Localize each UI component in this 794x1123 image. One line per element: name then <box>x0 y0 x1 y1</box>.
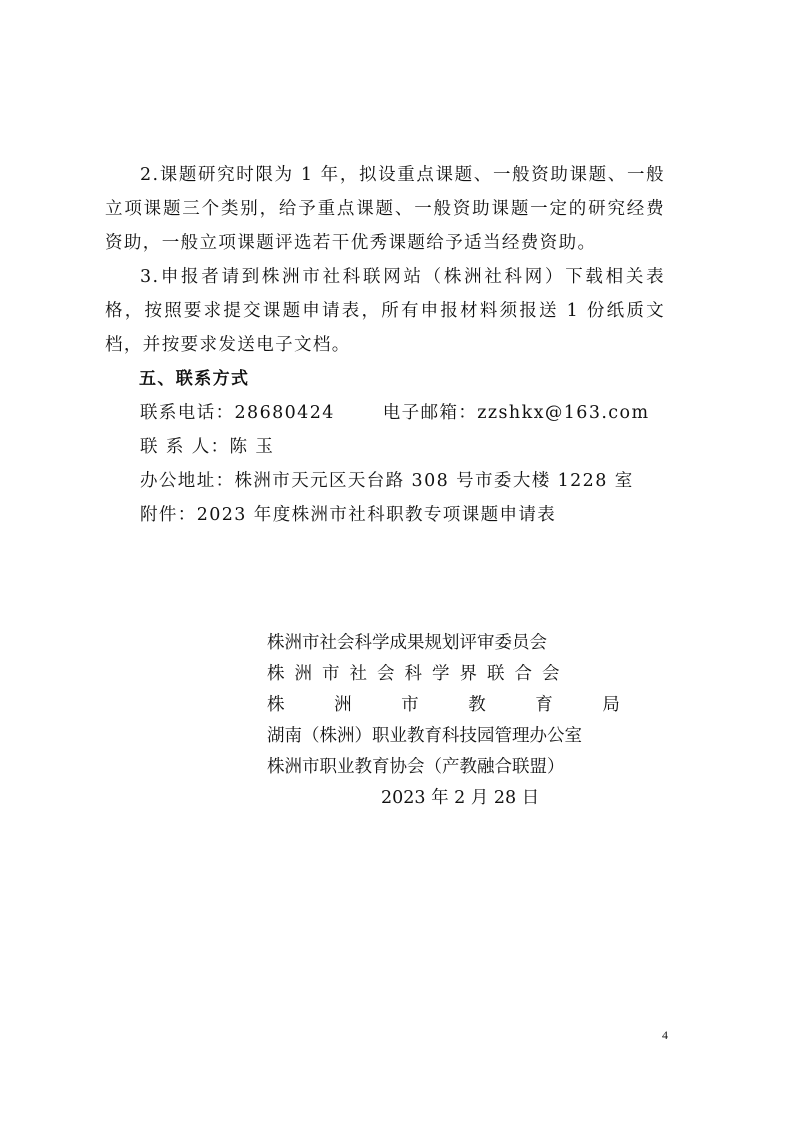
page-number: 4 <box>662 1028 668 1042</box>
signature-org-education-bureau: 株 洲 市 教 育 局 <box>267 695 620 715</box>
attachment-line <box>105 498 665 532</box>
paragraph-application-instructions: 3.申报者请到株洲市社科联网站（株洲社科网）下载相关表格，按照要求提交课题申请表，所有申报材料须报送 1 份纸质文档，并按要求发送电子文档。 <box>105 267 665 355</box>
contact-person-line <box>105 430 665 464</box>
paragraph-research-period: 2.课题研究时限为 1 年，拟设重点课题、一般资助课题、一般立项课题三个类别，给予重点课题、一般资助课题一定的研究经费资助，一般立项课题评选若干优秀课题给予适当经费资助。 <box>105 165 665 253</box>
contact-phone-email-line <box>105 396 665 430</box>
signature-org-vocational-park-office: 湖南（株洲）职业教育科技园管理办公室 <box>267 726 582 746</box>
body-text <box>105 158 665 532</box>
contact-person: 陈 玉 <box>229 437 275 457</box>
attachment-label: 附件： <box>140 505 197 525</box>
email-address: zzshkx@163.com <box>477 403 650 423</box>
phone-number: 28680424 <box>234 403 335 423</box>
signature-org-social-science-federation: 株洲市社会科学界联合会 <box>267 664 570 684</box>
section-heading-contact: 五、联系方式 <box>139 369 250 389</box>
signature-block <box>267 628 620 814</box>
office-address: 株洲市天元区天台路 308 号市委大楼 1228 室 <box>234 471 634 491</box>
person-label: 联 系 人： <box>140 437 230 457</box>
signature-org-vocational-association: 株洲市职业教育协会（产教融合联盟） <box>267 757 565 777</box>
address-label: 办公地址： <box>140 471 235 491</box>
attachment-title: 2023 年度株洲市社科职教专项课题申请表 <box>196 505 557 525</box>
phone-label: 联系电话： <box>140 403 235 423</box>
email-label: 电子邮箱： <box>382 403 478 423</box>
signature-org-review-committee: 株洲市社会科学成果规划评审委员会 <box>267 633 547 653</box>
signature-date: 2023 年 2 月 28 日 <box>381 788 540 808</box>
office-address-line <box>105 464 665 498</box>
